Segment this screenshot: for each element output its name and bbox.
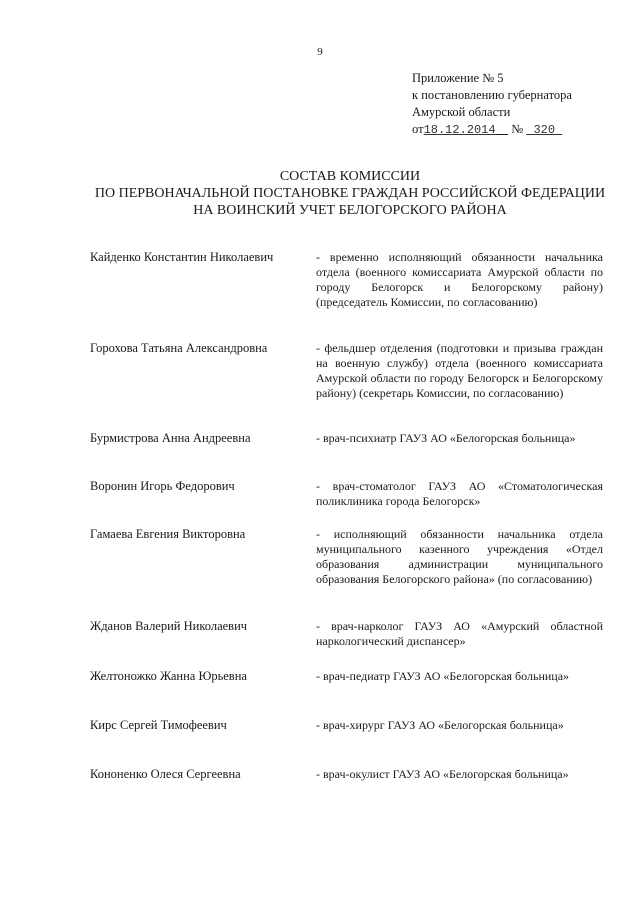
- member-role: - врач-хирург ГАУЗ АО «Белогорская больница»: [316, 718, 564, 732]
- member-role: - врач-стоматолог ГАУЗ АО «Стоматологическая поликлиника города Белогорск»: [316, 479, 603, 508]
- member-role: - врач-педиатр ГАУЗ АО «Белогорская больница»: [316, 669, 570, 683]
- appendix-reference: к постановлению губернатора: [412, 88, 572, 102]
- member-name: Кайденко Константин Николаевич: [90, 250, 274, 264]
- decree-number-value: 320: [533, 123, 556, 137]
- date-prefix: от: [412, 122, 424, 136]
- member-role: - врач-нарколог ГАУЗ АО «Амурский областной наркологический диспансер»: [316, 619, 603, 648]
- member-name: Жданов Валерий Николаевич: [90, 619, 248, 633]
- title-line-1: СОСТАВ КОМИССИИ: [279, 169, 421, 184]
- title-line-2: ПО ПЕРВОНАЧАЛЬНОЙ ПОСТАНОВКЕ ГРАЖДАН РОССИЙСКОЙ ФЕДЕРАЦИИ: [94, 186, 606, 201]
- member-name: Кононенко Олеся Сергеевна: [90, 767, 241, 781]
- appendix-region: Амурской области: [412, 105, 511, 119]
- member-role: - фельдшер отделения (подготовки и призыва граждан на военную службу) отдела (военного комиссариата Амурской области по городу Белогорск и Белогорскому району) (секретарь Комиссии, по согласованию): [316, 341, 603, 400]
- member-name: Кирс Сергей Тимофеевич: [90, 718, 227, 732]
- member-name: Воронин Игорь Федорович: [90, 479, 235, 493]
- page-number: 9: [317, 46, 323, 58]
- title-line-3: НА ВОИНСКИЙ УЧЕТ БЕЛОГОРСКОГО РАЙОНА: [193, 203, 507, 218]
- member-name: Желтоножко Жанна Юрьевна: [90, 669, 247, 683]
- member-role: - врач-окулист ГАУЗ АО «Белогорская больница»: [316, 767, 569, 781]
- decree-date: 18.12.2014: [423, 123, 496, 137]
- member-name: Бурмистрова Анна Андреевна: [90, 431, 251, 445]
- member-name: Горохова Татьяна Александровна: [90, 341, 268, 355]
- member-name: Гамаева Евгения Викторовна: [90, 527, 246, 541]
- member-role: - исполняющий обязанности начальника отдела муниципального казенного учреждения «Отдел образования администрации муниципального образования Белогорского района» (по согласованию): [316, 527, 603, 586]
- number-prefix: №: [511, 122, 524, 136]
- appendix-title: Приложение № 5: [412, 71, 504, 85]
- member-role: - временно исполняющий обязанности начальника отдела (военного комиссариата Амурской области по городу Белогорск и Белогорскому району) (председатель Комиссии, по согласованию): [316, 250, 603, 309]
- member-role: - врач-психиатр ГАУЗ АО «Белогорская больница»: [316, 431, 576, 445]
